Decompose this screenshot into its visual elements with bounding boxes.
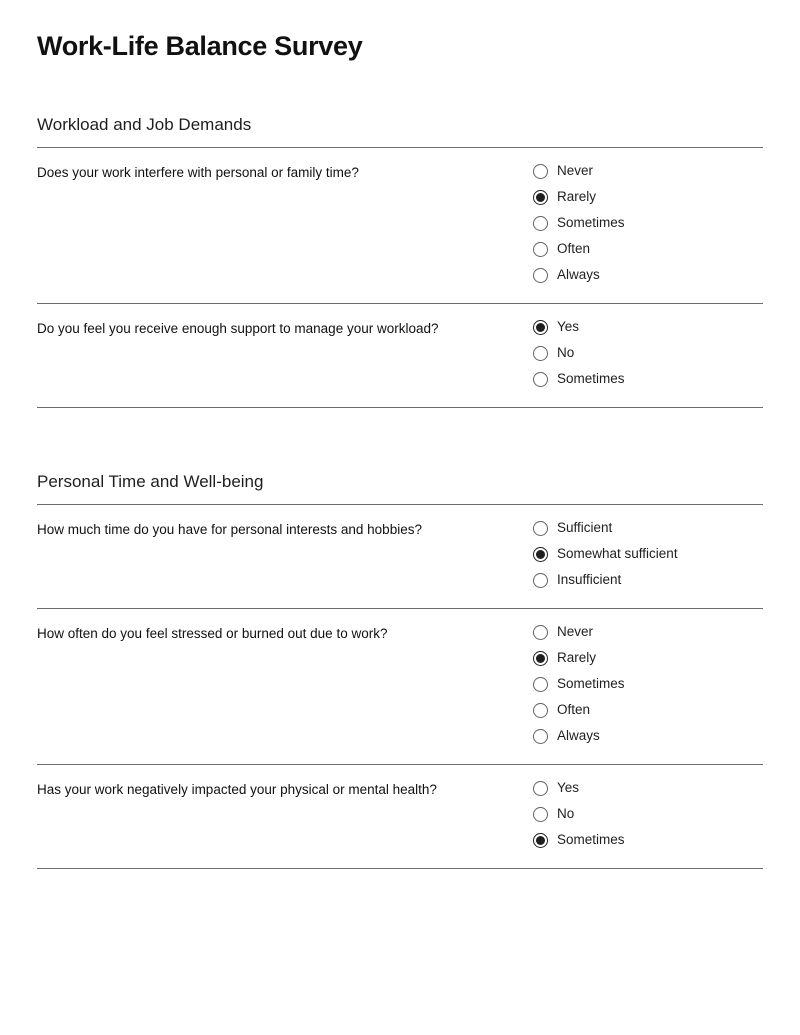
radio-option[interactable] bbox=[533, 345, 763, 361]
radio-icon[interactable] bbox=[533, 521, 548, 536]
radio-option[interactable] bbox=[533, 676, 763, 692]
radio-option-label[interactable]: Sometimes bbox=[557, 215, 625, 230]
radio-option[interactable] bbox=[533, 215, 763, 231]
radio-icon[interactable] bbox=[533, 372, 548, 387]
radio-selected-icon[interactable] bbox=[533, 190, 548, 205]
radio-option[interactable] bbox=[533, 702, 763, 718]
section-title: Personal Time and Well-being bbox=[37, 471, 763, 505]
radio-icon[interactable] bbox=[533, 625, 548, 640]
radio-option[interactable] bbox=[533, 371, 763, 387]
radio-option-label[interactable]: Never bbox=[557, 624, 594, 639]
radio-option-label[interactable]: Sufficient bbox=[557, 520, 613, 535]
options-list bbox=[533, 624, 763, 744]
radio-option[interactable] bbox=[533, 624, 763, 640]
question-block bbox=[37, 765, 763, 869]
radio-option-label[interactable]: Rarely bbox=[557, 650, 597, 665]
radio-option[interactable] bbox=[533, 572, 763, 588]
radio-option[interactable] bbox=[533, 728, 763, 744]
radio-option-label[interactable]: Sometimes bbox=[557, 371, 625, 386]
question-block bbox=[37, 148, 763, 304]
radio-option-label[interactable]: Yes bbox=[557, 319, 580, 334]
radio-icon[interactable] bbox=[533, 268, 548, 283]
radio-option[interactable] bbox=[533, 189, 763, 205]
radio-icon[interactable] bbox=[533, 242, 548, 257]
options-list bbox=[533, 163, 763, 283]
radio-option[interactable] bbox=[533, 267, 763, 283]
radio-selected-icon[interactable] bbox=[533, 547, 548, 562]
question-block bbox=[37, 304, 763, 408]
question-text: Has your work negatively impacted your physical or mental health? bbox=[37, 782, 437, 797]
survey-section bbox=[37, 114, 763, 408]
radio-option-label[interactable]: Insufficient bbox=[557, 572, 622, 587]
question-text: How often do you feel stressed or burned out due to work? bbox=[37, 626, 388, 641]
question-text: How much time do you have for personal interests and hobbies? bbox=[37, 522, 422, 537]
radio-option[interactable] bbox=[533, 319, 763, 335]
options-list bbox=[533, 319, 763, 387]
section-title: Workload and Job Demands bbox=[37, 114, 763, 148]
radio-icon[interactable] bbox=[533, 216, 548, 231]
radio-selected-icon[interactable] bbox=[533, 651, 548, 666]
radio-option[interactable] bbox=[533, 650, 763, 666]
radio-option-label[interactable]: Yes bbox=[557, 780, 580, 795]
sections-container bbox=[37, 114, 763, 869]
options-list bbox=[533, 520, 763, 588]
radio-option[interactable] bbox=[533, 241, 763, 257]
radio-option-label[interactable]: Sometimes bbox=[557, 676, 625, 691]
radio-option-label[interactable]: Never bbox=[557, 163, 594, 178]
radio-option-label[interactable]: Always bbox=[557, 728, 600, 743]
radio-selected-icon[interactable] bbox=[533, 320, 548, 335]
radio-option-label[interactable]: Rarely bbox=[557, 189, 597, 204]
survey-section bbox=[37, 471, 763, 869]
radio-option-label[interactable]: Sometimes bbox=[557, 832, 625, 847]
radio-option[interactable] bbox=[533, 806, 763, 822]
radio-icon[interactable] bbox=[533, 164, 548, 179]
radio-icon[interactable] bbox=[533, 703, 548, 718]
radio-option[interactable] bbox=[533, 520, 763, 536]
question-text: Do you feel you receive enough support to manage your workload? bbox=[37, 321, 439, 336]
radio-option[interactable] bbox=[533, 780, 763, 796]
radio-icon[interactable] bbox=[533, 346, 548, 361]
radio-icon[interactable] bbox=[533, 781, 548, 796]
radio-icon[interactable] bbox=[533, 807, 548, 822]
radio-option[interactable] bbox=[533, 163, 763, 179]
question-text: Does your work interfere with personal or family time? bbox=[37, 165, 359, 180]
radio-option-label[interactable]: Often bbox=[557, 241, 591, 256]
radio-selected-icon[interactable] bbox=[533, 833, 548, 848]
question-block bbox=[37, 505, 763, 609]
radio-option-label[interactable]: No bbox=[557, 345, 575, 360]
radio-option-label[interactable]: Always bbox=[557, 267, 600, 282]
radio-option-label[interactable]: No bbox=[557, 806, 575, 821]
radio-option[interactable] bbox=[533, 832, 763, 848]
options-list bbox=[533, 780, 763, 848]
radio-option-label[interactable]: Often bbox=[557, 702, 591, 717]
radio-icon[interactable] bbox=[533, 677, 548, 692]
radio-icon[interactable] bbox=[533, 729, 548, 744]
question-block bbox=[37, 609, 763, 765]
radio-option-label[interactable]: Somewhat sufficient bbox=[557, 546, 678, 561]
radio-option[interactable] bbox=[533, 546, 763, 562]
radio-icon[interactable] bbox=[533, 573, 548, 588]
page-title: Work-Life Balance Survey bbox=[37, 31, 363, 61]
